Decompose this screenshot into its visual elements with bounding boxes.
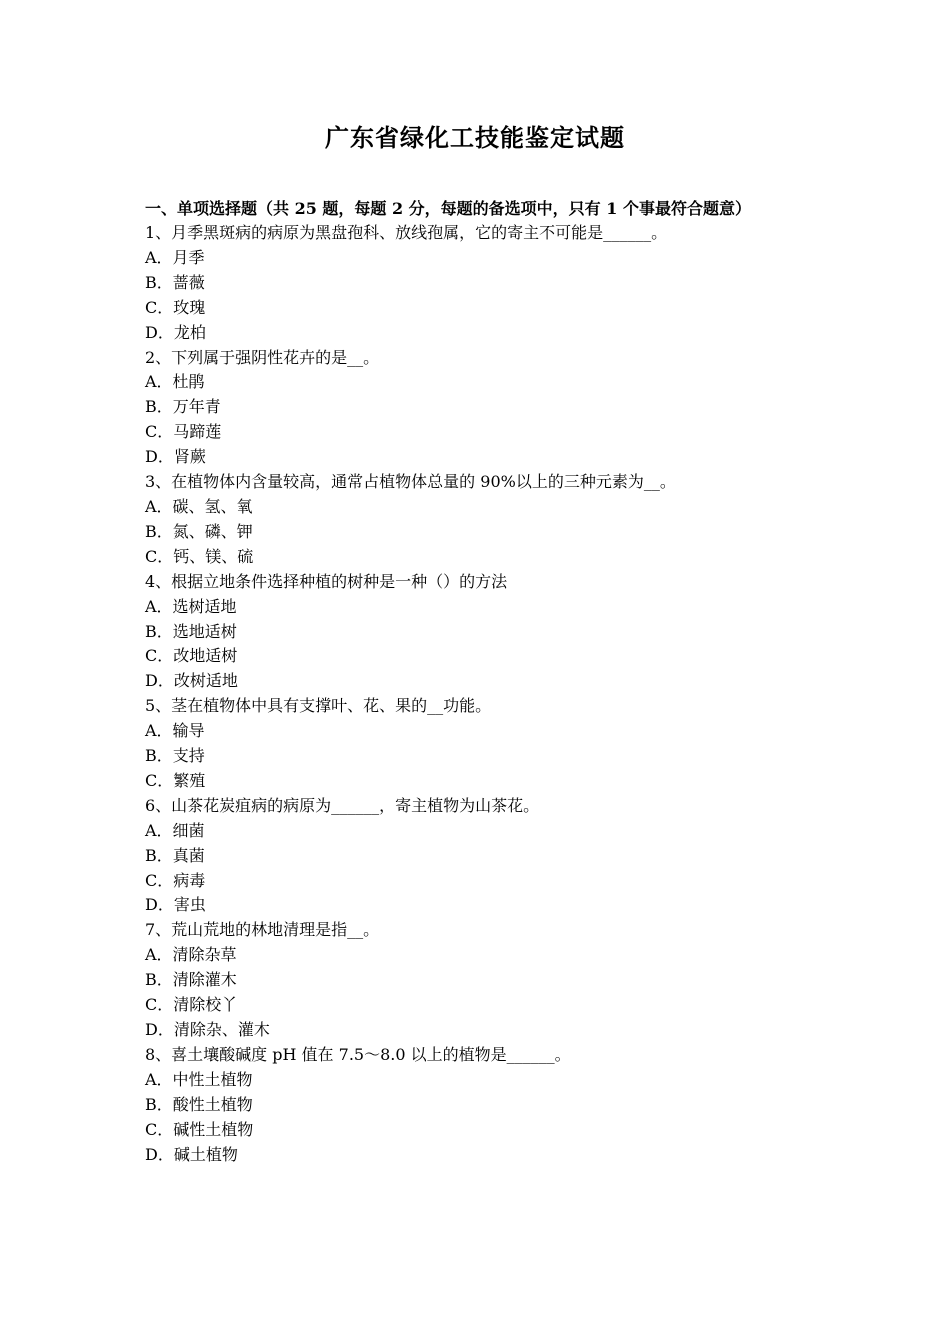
question-text: 3、在植物体内含量较高，通常占植物体总量的 90%以上的三种元素为__。 <box>145 472 676 492</box>
answer-option: A．清除杂草 <box>145 945 237 965</box>
answer-option: D．害虫 <box>145 895 206 915</box>
answer-option: A．中性土植物 <box>145 1069 253 1089</box>
answer-option: C．碱性土植物 <box>145 1119 254 1139</box>
question-block <box>145 694 815 794</box>
answer-option: A．细菌 <box>145 820 205 840</box>
question-text: 2、下列属于强阴性花卉的是__。 <box>145 347 380 367</box>
answer-option: C．繁殖 <box>145 770 206 790</box>
question-block <box>145 794 815 919</box>
answer-option: B．氮、磷、钾 <box>145 521 253 541</box>
answer-option: B．万年青 <box>145 397 221 417</box>
question-text: 1、月季黑斑病的病原为黑盘孢科、放线孢属，它的寄主不可能是______。 <box>145 223 668 242</box>
question-text: 5、茎在植物体中具有支撑叶、花、果的__功能。 <box>145 696 492 716</box>
question-text: 8、喜土壤酸碱度 pH 值在 7.5～8.0 以上的植物是______。 <box>145 1044 571 1064</box>
question-text: 4、根据立地条件选择种植的树种是一种（）的方法 <box>145 571 508 591</box>
answer-option: D．碱土植物 <box>145 1144 238 1164</box>
question-text: 6、山茶花炭疽病的病原为______，寄主植物为山茶花。 <box>145 795 540 815</box>
answer-option: A．输导 <box>145 721 205 741</box>
answer-option: C．钙、镁、硫 <box>145 546 254 566</box>
question-block <box>145 918 815 1043</box>
document-title: 广东省绿化工技能鉴定试题 <box>325 123 625 152</box>
answer-option: D．清除杂、灌木 <box>145 1020 270 1039</box>
answer-option: C．病毒 <box>145 870 206 890</box>
question-block <box>145 570 815 695</box>
question-block <box>145 1043 815 1168</box>
answer-option: B．酸性土植物 <box>145 1094 253 1114</box>
answer-option: A．碳、氢、氧 <box>145 496 253 516</box>
question-text: 7、荒山荒地的林地清理是指__。 <box>145 920 380 940</box>
question-block <box>145 346 815 471</box>
answer-option: D．肾蕨 <box>145 447 206 467</box>
answer-option: B．选地适树 <box>145 621 237 641</box>
answer-option: B．真菌 <box>145 845 205 865</box>
answer-option: C．玫瑰 <box>145 297 206 317</box>
question-list <box>145 221 815 1167</box>
answer-option: C．马蹄莲 <box>145 422 222 442</box>
question-block <box>145 221 815 346</box>
answer-option: D．龙柏 <box>145 322 206 342</box>
answer-option: A．选树适地 <box>145 596 237 616</box>
question-block <box>145 470 815 570</box>
answer-option: C．清除校丫 <box>145 995 238 1015</box>
document-content <box>145 196 815 1167</box>
answer-option: D．改树适地 <box>145 671 238 691</box>
answer-option: C．改地适树 <box>145 646 238 666</box>
answer-option: A．杜鹃 <box>145 372 205 392</box>
answer-option: A．月季 <box>145 247 205 267</box>
answer-option: B．支持 <box>145 746 205 766</box>
answer-option: B．蔷薇 <box>145 272 205 292</box>
section-heading: 一、单项选择题（共 25 题，每题 2 分，每题的备选项中，只有 1 个事最符合题意） <box>145 199 751 218</box>
answer-option: B．清除灌木 <box>145 970 237 990</box>
